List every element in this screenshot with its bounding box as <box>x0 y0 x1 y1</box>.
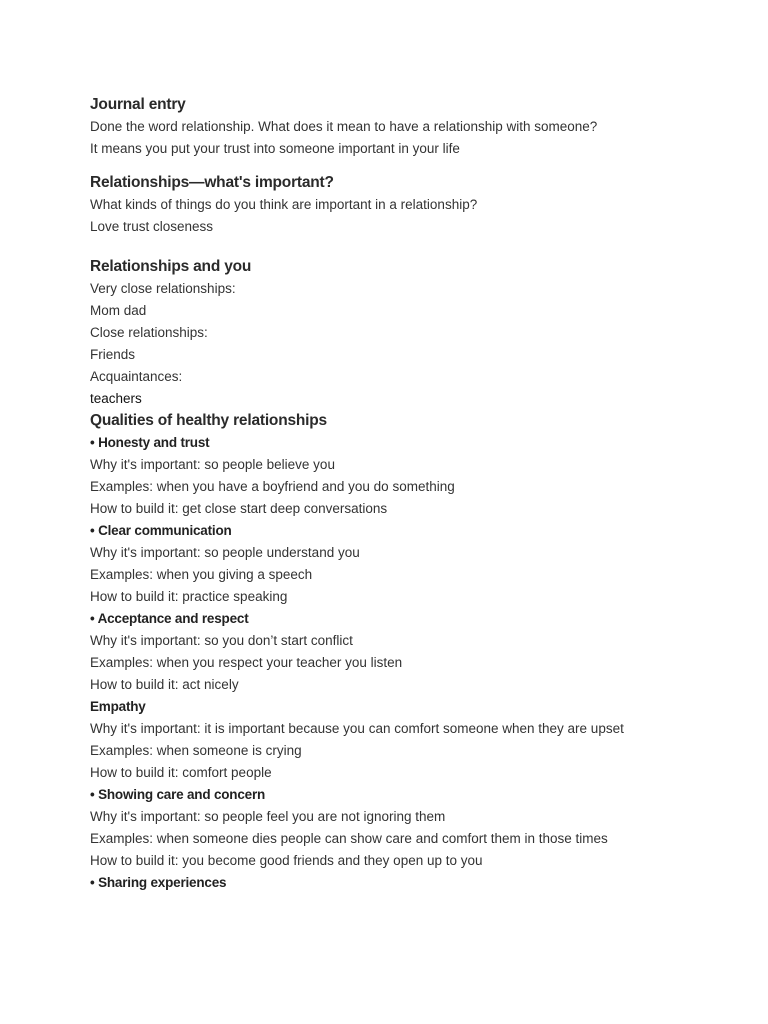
you-line: Friends <box>90 347 136 362</box>
you-line: Very close relationships: <box>90 281 236 296</box>
quality-examples: Examples: when you have a boyfriend and you do something <box>90 479 455 494</box>
important-line: Love trust closeness <box>90 219 214 234</box>
quality-heading: Empathy <box>90 699 146 714</box>
you-line: Close relationships: <box>90 325 208 340</box>
quality-how: How to build it: practice speaking <box>90 589 288 604</box>
quality-heading: • Clear communication <box>90 523 232 538</box>
qualities-heading: Qualities of healthy relationships <box>90 412 327 429</box>
document-page <box>90 94 730 894</box>
quality-examples: Examples: when you respect your teacher you listen <box>90 655 403 670</box>
quality-examples: Examples: when you giving a speech <box>90 567 313 582</box>
journal-line: Done the word relationship. What does it mean to have a relationship with someone? <box>90 119 598 134</box>
quality-heading: • Sharing experiences <box>90 875 227 890</box>
relationships-and-you-heading: Relationships and you <box>90 258 252 275</box>
quality-how: How to build it: get close start deep conversations <box>90 501 388 516</box>
quality-why: Why it's important: so you don’t start conflict <box>90 633 353 648</box>
journal-entry-heading: Journal entry <box>90 96 186 113</box>
quality-why: Why it's important: so people understand you <box>90 545 360 560</box>
you-line: Mom dad <box>90 303 147 318</box>
quality-heading: • Acceptance and respect <box>90 611 249 626</box>
journal-line: It means you put your trust into someone important in your life <box>90 141 460 156</box>
quality-examples: Examples: when someone is crying <box>90 743 302 758</box>
important-heading: Relationships—what's important? <box>90 174 334 191</box>
quality-how: How to build it: comfort people <box>90 765 272 780</box>
quality-why: Why it's important: so people feel you are not ignoring them <box>90 809 446 824</box>
you-line: teachers <box>90 391 142 406</box>
quality-how: How to build it: you become good friends and they open up to you <box>90 853 483 868</box>
quality-heading: • Honesty and trust <box>90 435 210 450</box>
quality-heading: • Showing care and concern <box>90 787 266 802</box>
quality-how: How to build it: act nicely <box>90 677 239 692</box>
quality-examples: Examples: when someone dies people can show care and comfort them in those times <box>90 831 608 846</box>
quality-why: Why it's important: so people believe you <box>90 457 335 472</box>
quality-why: Why it's important: it is important because you can comfort someone when they are upset <box>90 721 624 736</box>
you-line: Acquaintances: <box>90 369 183 384</box>
important-line: What kinds of things do you think are important in a relationship? <box>90 197 478 212</box>
